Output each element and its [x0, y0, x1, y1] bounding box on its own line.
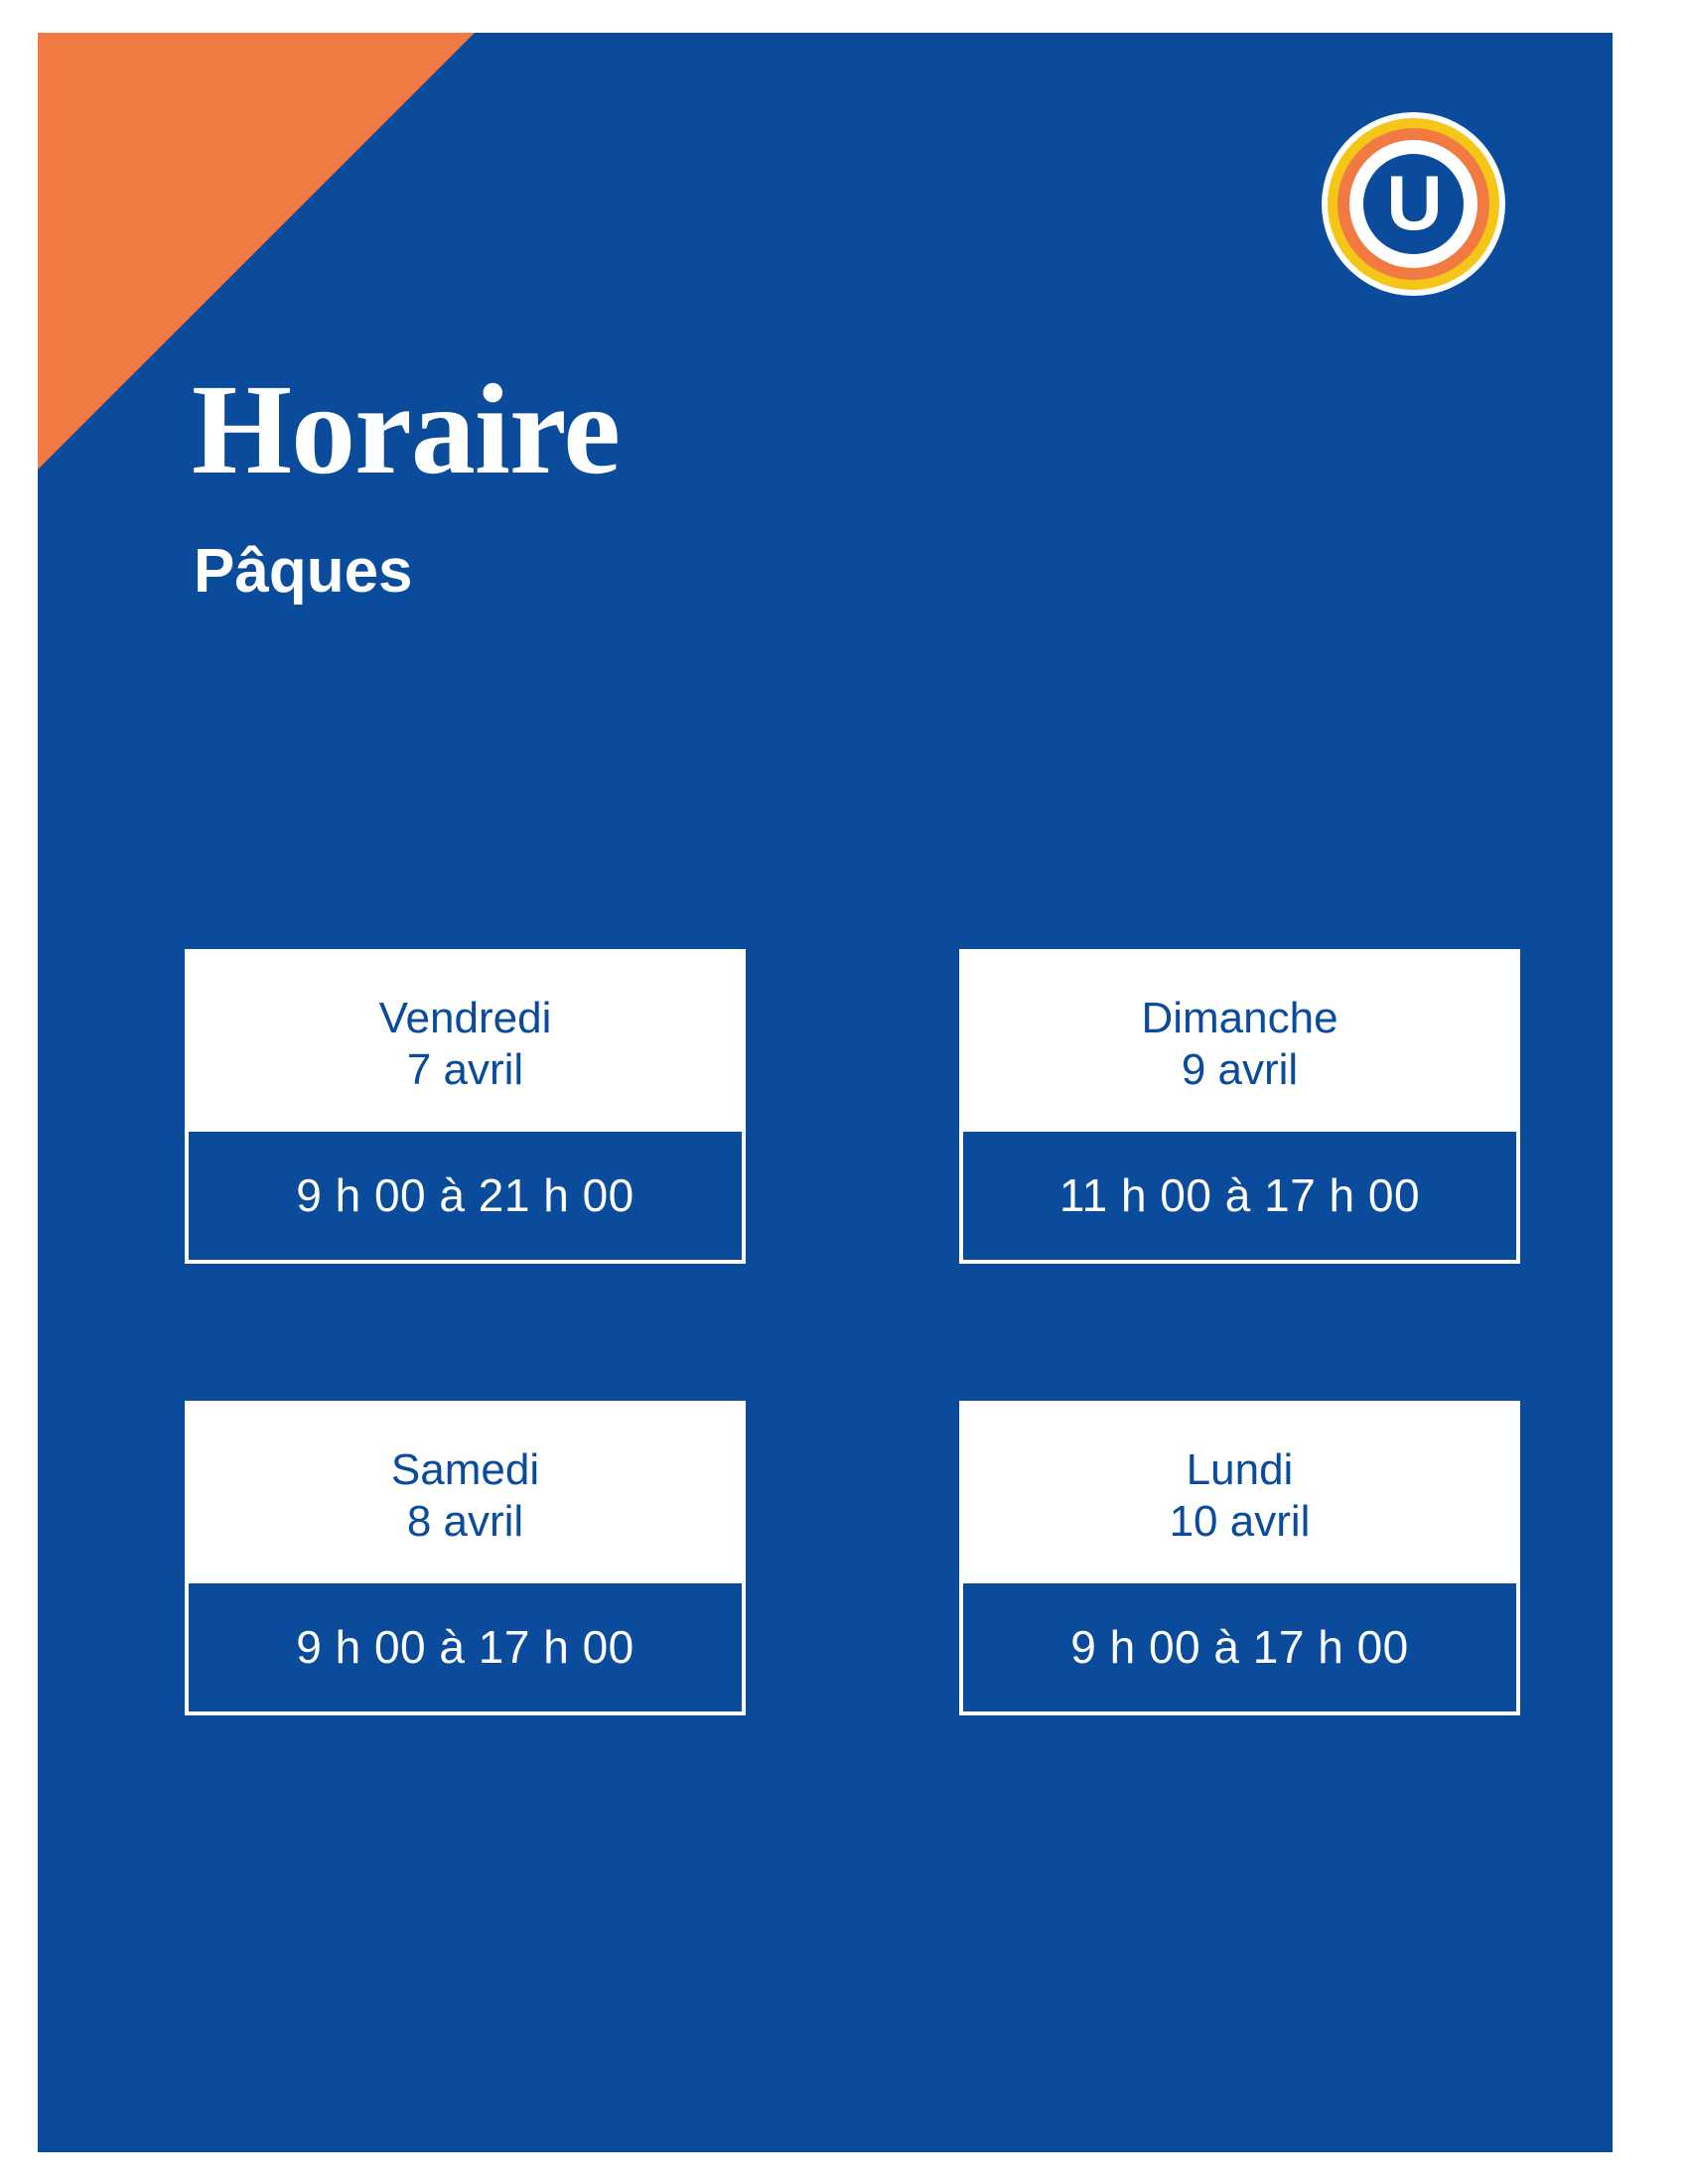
- schedule-card-head: [189, 1405, 742, 1583]
- schedule-day: Vendredi: [378, 994, 552, 1042]
- poster: [38, 33, 1613, 2152]
- schedule-card: [185, 949, 746, 1264]
- schedule-card: [185, 1401, 746, 1715]
- schedule-date: 8 avril: [406, 1496, 524, 1546]
- schedule-card-head: [189, 953, 742, 1132]
- schedule-card-head: [963, 1405, 1516, 1583]
- schedule-date: 9 avril: [1181, 1044, 1299, 1094]
- brand-logo: [1322, 112, 1505, 296]
- schedule-day: Dimanche: [1141, 994, 1338, 1042]
- schedule-grid: [185, 949, 1525, 1715]
- schedule-day: Lundi: [1186, 1444, 1294, 1494]
- schedule-card: [959, 949, 1520, 1264]
- schedule-card: [959, 1401, 1520, 1715]
- schedule-hours: 9 h 00 à 21 h 00: [189, 1132, 742, 1260]
- page-title: Horaire: [192, 358, 620, 501]
- logo-letter: U: [1386, 158, 1441, 246]
- schedule-hours: 11 h 00 à 17 h 00: [963, 1132, 1516, 1260]
- page-subtitle: Pâques: [194, 537, 413, 606]
- schedule-date: 10 avril: [1169, 1496, 1311, 1546]
- schedule-day: Samedi: [390, 1444, 540, 1494]
- logo-core: [1363, 154, 1464, 254]
- schedule-hours: 9 h 00 à 17 h 00: [963, 1583, 1516, 1711]
- schedule-date: 7 avril: [406, 1044, 524, 1094]
- schedule-hours: 9 h 00 à 17 h 00: [189, 1583, 742, 1711]
- schedule-card-head: [963, 953, 1516, 1132]
